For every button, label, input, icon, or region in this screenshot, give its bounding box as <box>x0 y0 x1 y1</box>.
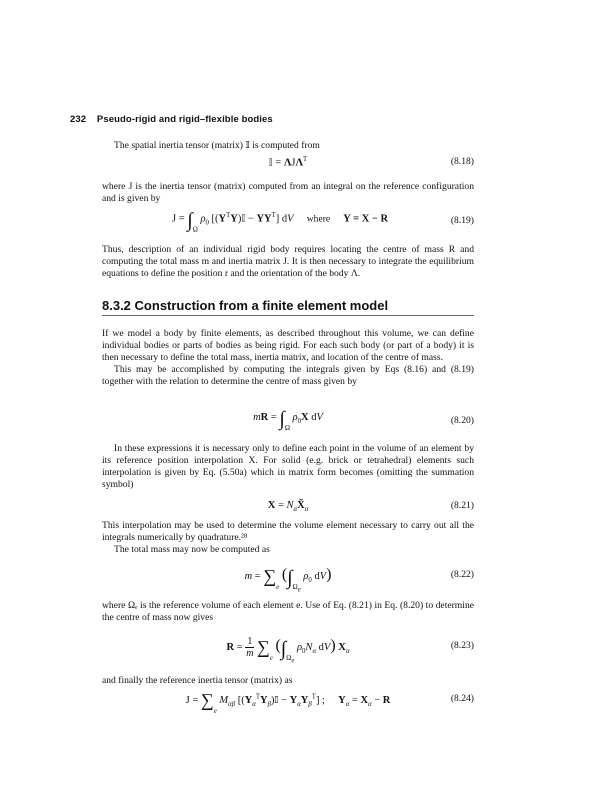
paragraph: where Ωₑ is the reference volume of each element e. Use of Eq. (8.21) in Eq. (8.20) to determine the centre of mass now gives <box>102 600 474 624</box>
y-definition: Y = X − R <box>343 213 389 225</box>
paragraph: Thus, description of an individual rigid body requires locating the centre of mass R and computing the total mass m and inertia matrix J. It is then necessary to integrate the equilibrium equations to define the position r and the orientation of the body Λ. <box>102 244 474 280</box>
text-block-3 <box>102 244 474 280</box>
equation-8-21 <box>102 500 474 516</box>
equation-number: (8.22) <box>450 569 474 580</box>
text-block-2 <box>102 181 474 205</box>
equation-number: (8.19) <box>450 215 474 226</box>
equation-body: $J = \int_\Omega$ $\rho_0$ $[(Y^TY)𝕀 - YY^T]$ dV where Y = X − R <box>172 209 389 234</box>
equation-body: $X = N_\alpha X̃_\alpha$ <box>267 500 309 514</box>
paragraph: This may be accomplished by computing the integrals given by Eqs (8.16) and (8.19) together with the relation to determine the centre of mass given by <box>102 364 474 388</box>
equation-number: (8.21) <box>450 500 474 511</box>
equation-8-24 <box>102 690 474 714</box>
paragraph: The total mass may now be computed as <box>114 544 270 556</box>
equation-8-20 <box>102 408 474 436</box>
equation-body: mR = $\int_\Omega$ $\rho_0X$ dV <box>253 408 323 432</box>
text-block-1 <box>102 140 474 152</box>
section-heading <box>102 298 474 316</box>
text-block-4 <box>102 328 474 388</box>
text-block-8 <box>102 675 474 687</box>
equation-number: (8.20) <box>450 415 474 426</box>
equation-number: (8.23) <box>450 640 474 651</box>
equation-body: 𝕀 = $\Lambda J\Lambda^T$ <box>268 156 308 169</box>
equation-8-18 <box>102 156 474 172</box>
text-block-6 <box>102 520 474 556</box>
running-title: Pseudo-rigid and rigid–flexible bodies <box>96 114 273 125</box>
paragraph: If we model a body by finite elements, as described throughout this volume, we can define individual bodies or parts of bodies as being rigid. For each such body (or part of a body) it is then necessary to define the total mass, inertia matrix, and location of the centre of mass. <box>102 328 474 364</box>
equation-body: $J = \sum_e$ $M_{\alpha\beta}$ $[(Y_\alpha^TY_\beta)𝕀 - Y_\alpha Y_\beta^T]$ ; $Y_\alpha = X_\alpha - R$ <box>185 690 391 715</box>
paragraph: where J is the inertia tensor (matrix) computed from an integral on the reference configuration and is given by <box>102 181 474 205</box>
running-header <box>70 114 273 125</box>
paragraph: This interpolation may be used to determine the volume element necessary to carry out all the integrals numerically by quadrature.²⁸ <box>102 520 474 544</box>
equation-number: (8.18) <box>450 156 474 167</box>
equation-number: (8.24) <box>450 693 474 704</box>
equation-8-22 <box>102 566 474 594</box>
equation-body: $m = \sum_e$ ($\int_{\Omega_e}$ $\rho_0$ dV) <box>244 566 332 594</box>
section-title: Construction from a finite element model <box>134 298 389 313</box>
equation-8-23 <box>102 636 474 665</box>
section-number: 8.3.2 <box>102 298 131 313</box>
where-word: where <box>306 213 331 225</box>
paragraph: The spatial inertia tensor (matrix) 𝕀 is computed from <box>114 140 320 151</box>
equation-body: R = $\frac{1}{m}$ $\sum_e$ ($\int_{\Omega_e}$ $\rho_0N_\alpha$ dV) $X_\alpha$ <box>226 636 350 665</box>
text-block-5 <box>102 443 474 491</box>
equation-8-19 <box>102 209 474 236</box>
paragraph: In these expressions it is necessary only to define each point in the volume of an element by its reference position interpolation X. For solid (e.g. brick or tetrahedral) elements such interpolation is given by Eq. (5.50a) which in matrix form becomes (omitting the summation symbol) <box>102 443 474 491</box>
paragraph: and finally the reference inertia tensor (matrix) as <box>102 675 293 686</box>
text-block-7 <box>102 600 474 624</box>
page-number: 232 <box>70 114 87 125</box>
